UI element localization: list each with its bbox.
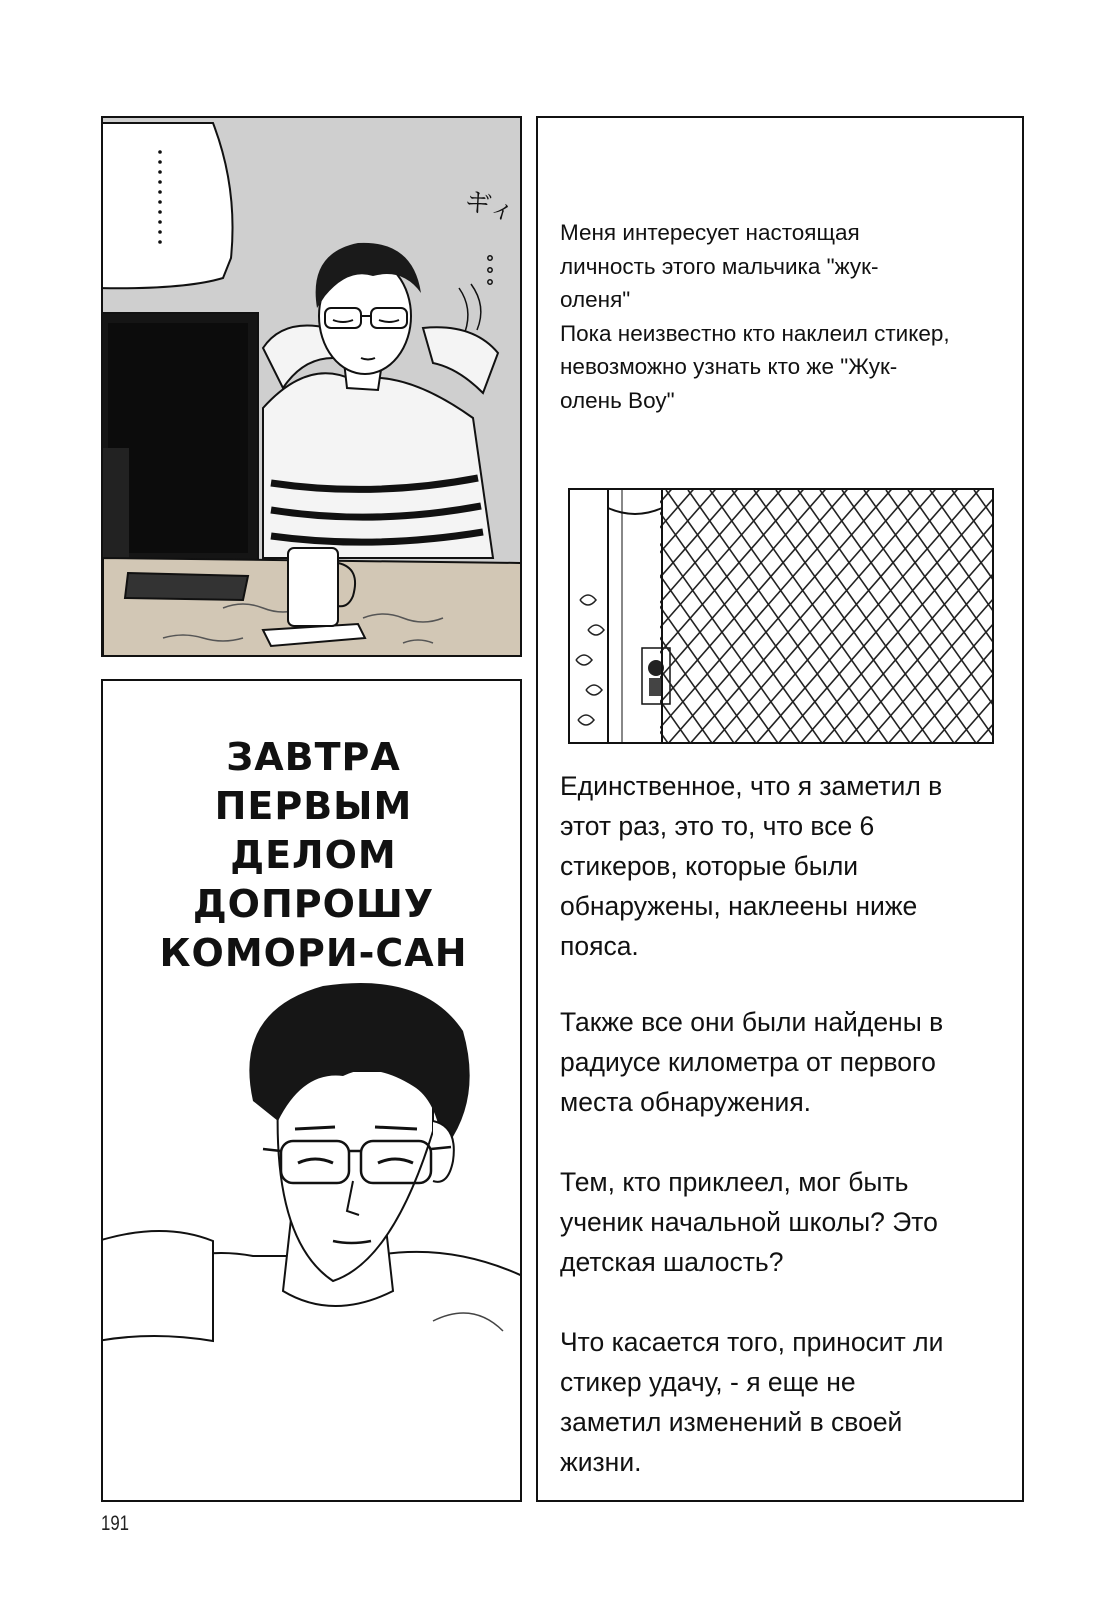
shout-line: КОМОРИ-САН (159, 931, 468, 975)
man-at-computer-illustration (103, 118, 522, 657)
sfx-squeak: ギィ (461, 185, 519, 229)
narration-paragraph (560, 1002, 1016, 1122)
fence-sticker-illustration (570, 490, 994, 744)
panel-narration (536, 116, 1024, 1502)
shout-line: ДОПРОШУ (192, 882, 435, 926)
narration-line: Что касается того, приносит ли (560, 1327, 944, 1357)
narration-line: места обнаружения. (560, 1087, 812, 1117)
narration-line: жизни. (560, 1447, 642, 1477)
shout-line: ДЕЛОМ (230, 833, 397, 877)
narration-line: Единственное, что я заметил в (560, 771, 943, 801)
narration-paragraph (560, 1162, 1016, 1282)
panel-man-at-computer (101, 116, 522, 657)
narration-line: радиусе километра от первого (560, 1047, 936, 1077)
shout-line: ПЕРВЫМ (214, 784, 413, 828)
speech-bubble (103, 123, 233, 288)
panel-man-portrait (101, 679, 522, 1502)
intro-line: личность этого мальчика "жук- (560, 253, 879, 279)
narration-line: Тем, кто приклеел, мог быть (560, 1167, 909, 1197)
intro-line: Пока неизвестно кто наклеил стикер, (560, 320, 950, 346)
shout-line: ЗАВТРА (226, 735, 401, 779)
narration-line: стикеров, которые были (560, 851, 859, 881)
shout-text (103, 733, 522, 978)
narration-line: пояса. (560, 931, 639, 961)
narration-line: обнаружены, наклеены ниже (560, 891, 918, 921)
narration-paragraph (560, 1322, 1016, 1482)
narration-line: детская шалость? (560, 1247, 784, 1277)
narration-line: Также все они были найдены в (560, 1007, 944, 1037)
inset-panel-fence-sticker (568, 488, 994, 744)
intro-line: Меня интересует настоящая (560, 220, 860, 245)
narration-line: стикер удачу, - я еще не (560, 1367, 856, 1397)
intro-text (560, 216, 1016, 417)
narration-line: этот раз, это то, что все 6 (560, 811, 875, 841)
intro-line: олень Воу" (560, 387, 675, 413)
narration-line: ученик начальной школы? Это (560, 1207, 938, 1237)
narration-line: заметил изменений в своей (560, 1407, 903, 1437)
intro-line: оленя" (560, 287, 631, 312)
page-number: 191 (101, 1512, 130, 1535)
intro-line: невозможно узнать кто же "Жук- (560, 354, 898, 379)
narration-paragraph (560, 766, 1016, 966)
